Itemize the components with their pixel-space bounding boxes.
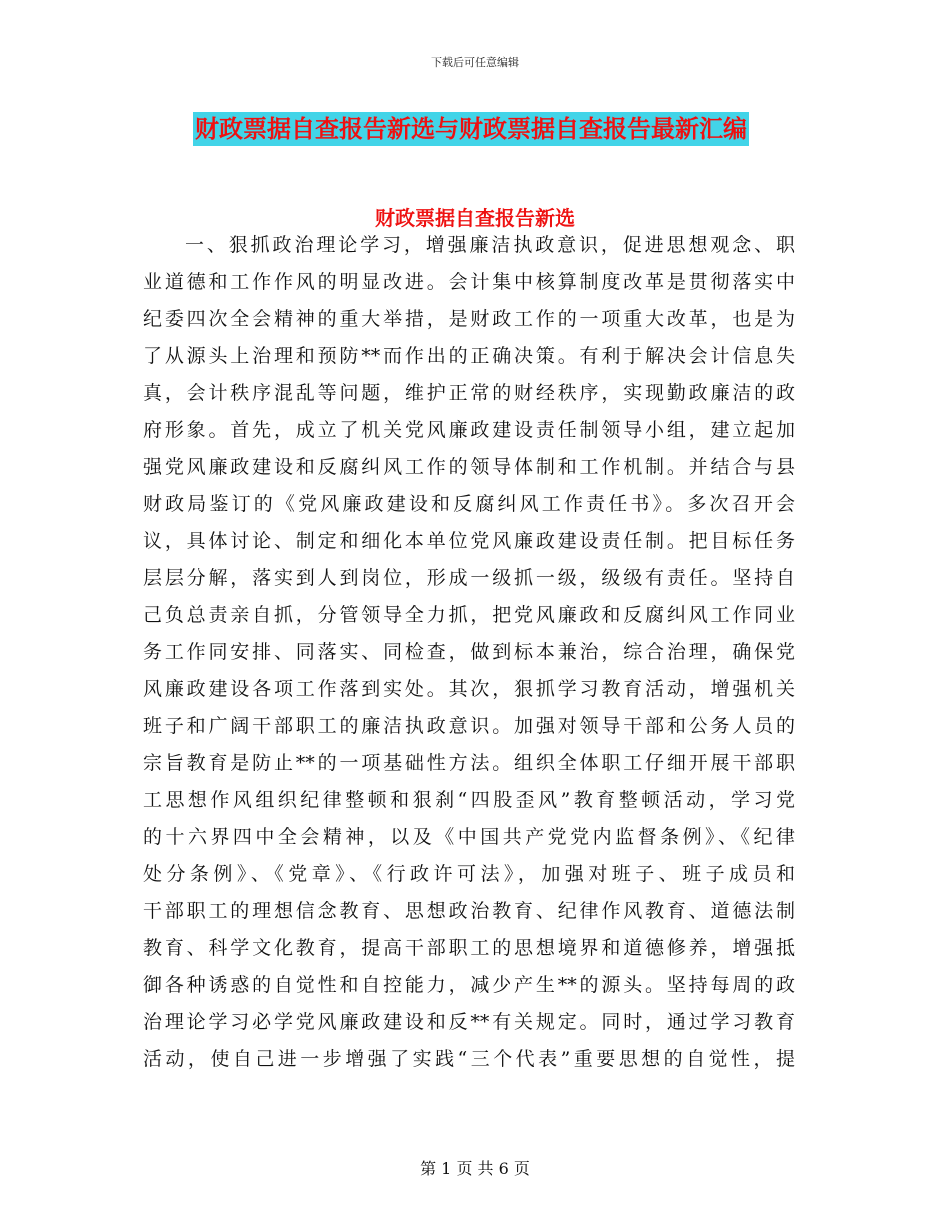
page-number: 第 1 页 共 6 页 [420,1159,530,1178]
document-title: 财政票据自查报告新选与财政票据自查报告最新汇编 [193,112,749,146]
paragraph-line: 教育、科学文化教育，提高干部职工的思想境界和道德修养，增强抵 [143,937,795,959]
paragraph-line: 了从源头上治理和预防**而作出的正确决策。有利于解决会计信息失 [143,345,795,367]
paragraph-line: 己负总责亲自抓，分管领导全力抓，把党风廉政和反腐纠风工作同业 [143,604,795,626]
paragraph-line: 御各种诱惑的自觉性和自控能力，减少产生**的源头。坚持每周的政 [143,974,795,996]
paragraph-line: 干部职工的理想信念教育、思想政治教育、纪律作风教育、道德法制 [143,900,795,922]
paragraph-line: 府形象。首先，成立了机关党风廉政建设责任制领导小组，建立起加 [143,419,795,441]
paragraph-line: 一、狠抓政治理论学习，增强廉洁执政意识，促进思想观念、职 [185,234,795,256]
paragraph-line: 业道德和工作作风的明显改进。会计集中核算制度改革是贯彻落实中 [143,271,795,293]
section-title: 财政票据自查报告新选 [375,206,575,230]
paragraph-line: 班子和广阔干部职工的廉洁执政意识。加强对领导干部和公务人员的 [143,715,795,737]
paragraph-line: 层层分解，落实到人到岗位，形成一级抓一级，级级有责任。坚持自 [143,567,795,589]
paragraph-line: 务工作同安排、同落实、同检查，做到标本兼治，综合治理，确保党 [143,641,795,663]
paragraph-line: 宗旨教育是防止**的一项基础性方法。组织全体职工仔细开展干部职 [143,752,795,774]
body-paragraph [143,227,795,1078]
paragraph-line: 治理论学习必学党风廉政建设和反**有关规定。同时，通过学习教育 [143,1011,795,1033]
paragraph-line: 活动，使自己进一步增强了实践“三个代表”重要思想的自觉性，提 [143,1048,795,1070]
paragraph-line: 真，会计秩序混乱等问题，维护正常的财经秩序，实现勤政廉洁的政 [143,382,795,404]
paragraph-line: 的十六界四中全会精神，以及《中国共产党党内监督条例》、《纪律 [143,826,795,848]
paragraph-line: 财政局鉴订的《党风廉政建设和反腐纠风工作责任书》。多次召开会 [143,493,795,515]
paragraph-line: 议，具体讨论、制定和细化本单位党风廉政建设责任制。把目标任务 [143,530,795,552]
paragraph-line: 强党风廉政建设和反腐纠风工作的领导体制和工作机制。并结合与县 [143,456,795,478]
header-note: 下载后可任意编辑 [431,56,519,69]
paragraph-line: 纪委四次全会精神的重大举措，是财政工作的一项重大改革，也是为 [143,308,795,330]
paragraph-line: 处分条例》、《党章》、《行政许可法》，加强对班子、班子成员和 [143,863,795,885]
paragraph-line: 风廉政建设各项工作落到实处。其次，狠抓学习教育活动，增强机关 [143,678,795,700]
paragraph-line: 工思想作风组织纪律整顿和狠刹“四股歪风”教育整顿活动，学习党 [143,789,795,811]
